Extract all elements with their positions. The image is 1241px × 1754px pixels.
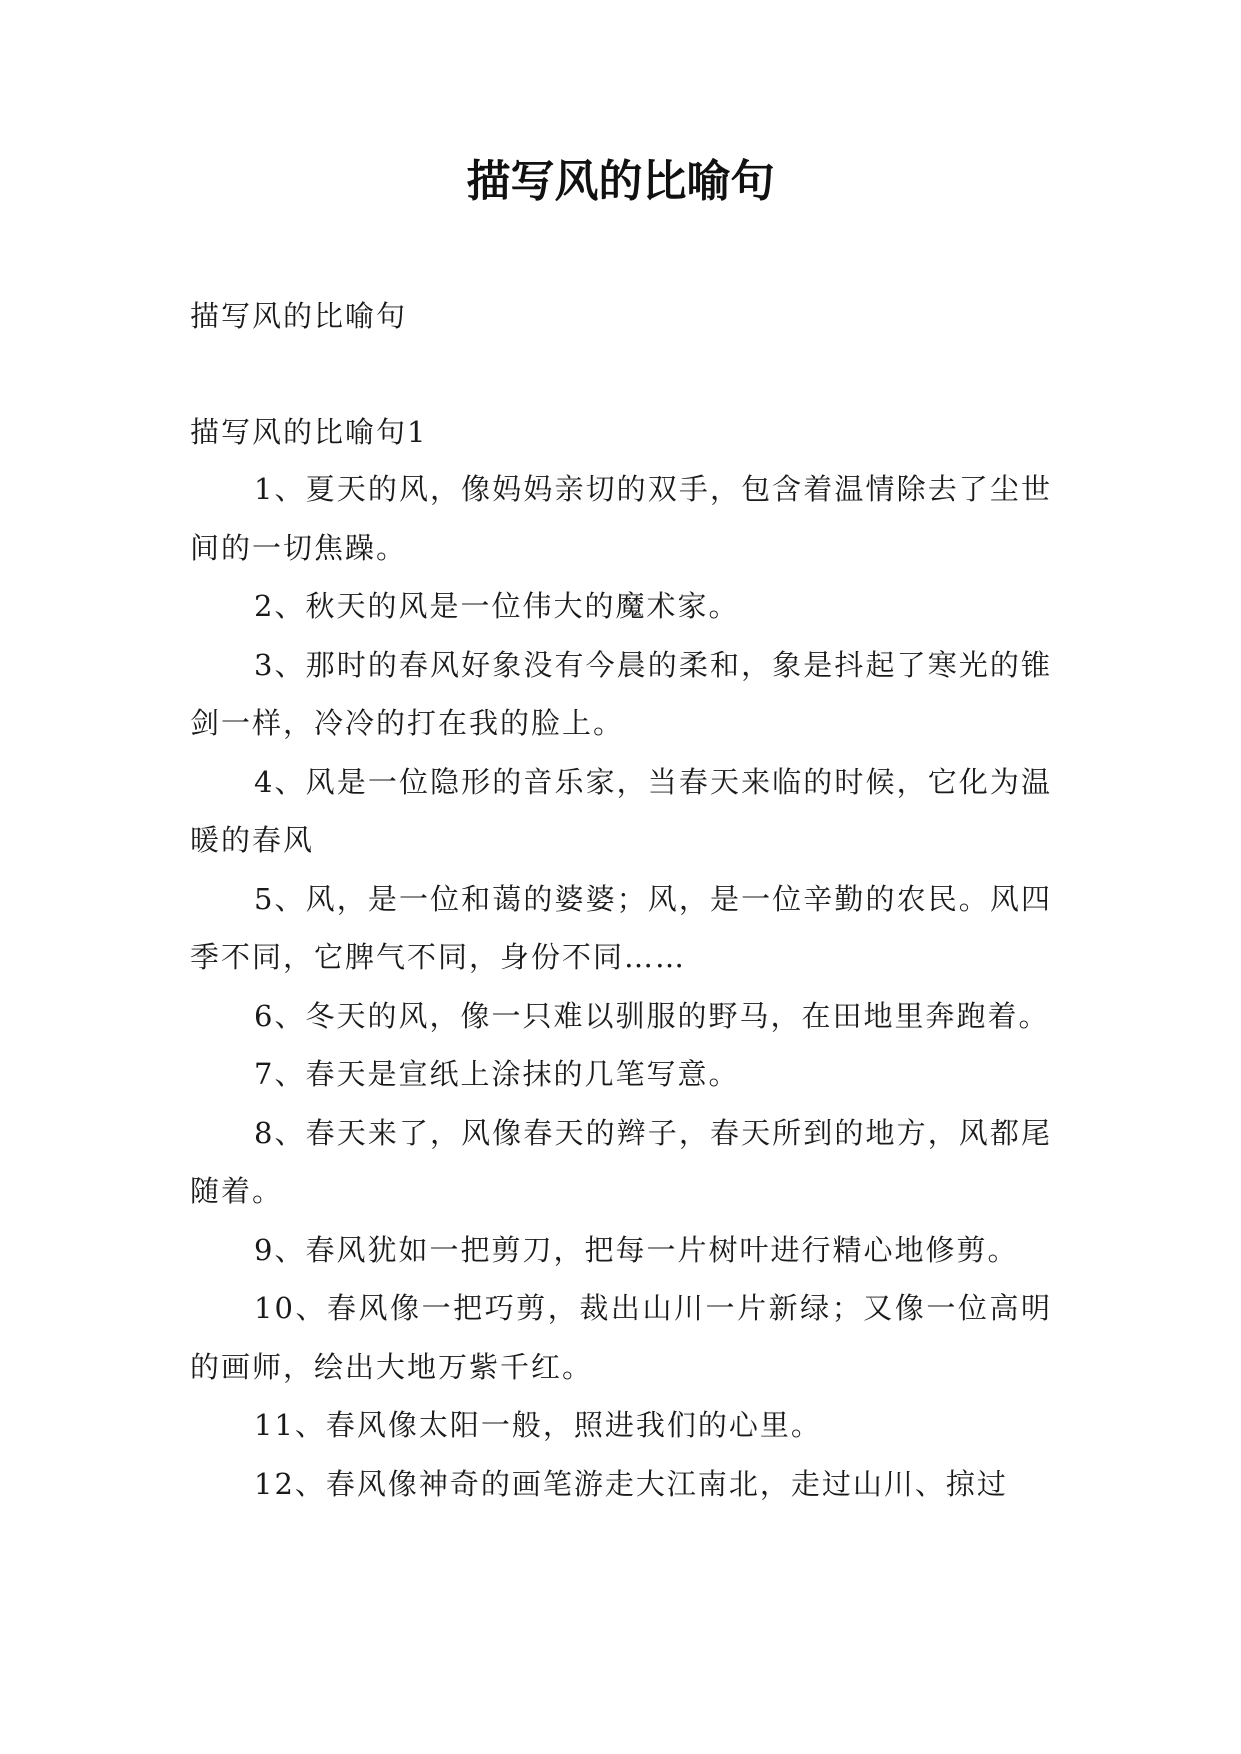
list-item: 10、春风像一把巧剪，裁出山川一片新绿；又像一位高明的画师，绘出大地万紫千红。 (190, 1291, 1052, 1384)
section-title: 描写风的比喻句1 (190, 415, 428, 449)
list-item: 12、春风像神奇的画笔游走大江南北，走过山川、掠过 (254, 1466, 1008, 1501)
list-item: 3、那时的春风好象没有今晨的柔和，象是抖起了寒光的锥剑一样，冷冷的打在我的脸上。 (190, 647, 1052, 740)
list-item: 8、春天来了，风像春天的辫子，春天所到的地方，风都尾随着。 (190, 1115, 1052, 1208)
list-item: 11、春风像太阳一般，照进我们的心里。 (254, 1408, 822, 1442)
list-item: 9、春风犹如一把剪刀，把每一片树叶进行精心地修剪。 (254, 1232, 1019, 1267)
document-title: 描写风的比喻句 (466, 156, 775, 207)
list-item: 1、夏天的风，像妈妈亲切的双手，包含着温情除去了尘世间的一切焦躁。 (190, 472, 1052, 565)
simile-list (190, 460, 1052, 1513)
list-item: 7、春天是宣纸上涂抹的几笔写意。 (254, 1057, 740, 1091)
list-item: 2、秋天的风是一位伟大的魔术家。 (254, 589, 740, 623)
document-subtitle: 描写风的比喻句 (190, 299, 408, 333)
list-item: 6、冬天的风，像一只难以驯服的野马，在田地里奔跑着。 (254, 998, 1050, 1033)
list-item: 5、风，是一位和蔼的婆婆；风，是一位辛勤的农民。风四季不同，它脾气不同，身份不同…… (190, 881, 1052, 974)
list-item: 4、风是一位隐形的音乐家，当春天来临的时候，它化为温暖的春风 (190, 764, 1052, 857)
